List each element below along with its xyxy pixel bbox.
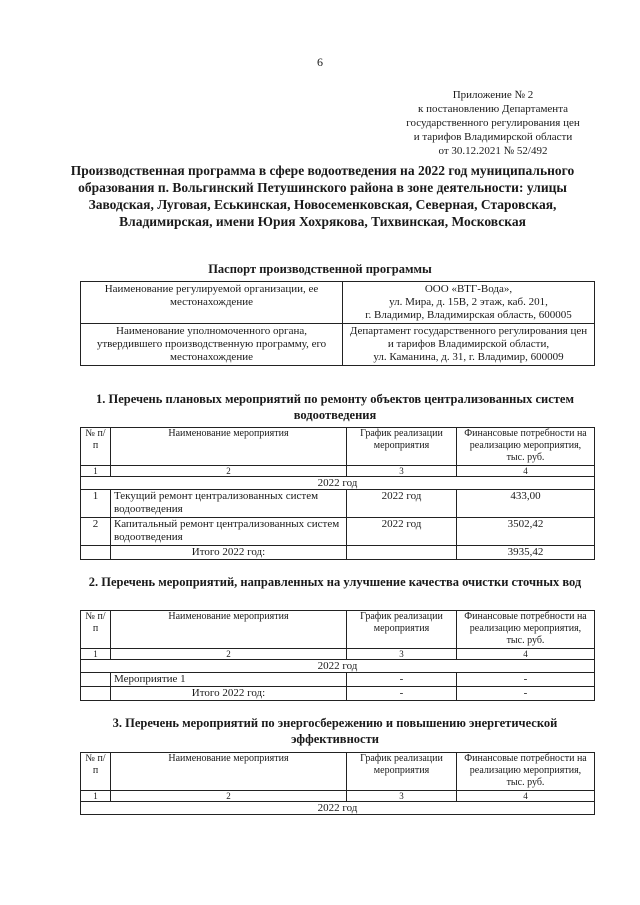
- col-number: 4: [457, 649, 595, 660]
- col-number: 4: [457, 466, 595, 477]
- total-label: Итого 2022 год:: [111, 546, 347, 560]
- col-number: 3: [347, 649, 457, 660]
- total-row: [81, 546, 595, 560]
- total-row: [81, 687, 595, 701]
- section3-table: [80, 752, 595, 815]
- appendix-line: государственного регулирования цен: [406, 117, 580, 129]
- col-number: 2: [111, 791, 347, 802]
- header-finance: Финансовые потребности на реализацию мероприятия, тыс. руб.: [457, 428, 595, 466]
- total-schedule: -: [347, 687, 457, 701]
- total-empty: [81, 546, 111, 560]
- row-name: Текущий ремонт централизованных систем водоотведения: [111, 490, 347, 518]
- row-finance: -: [457, 673, 595, 687]
- header-num: № п/п: [81, 611, 111, 649]
- column-number-row: [81, 466, 595, 477]
- row-num: 2: [81, 518, 111, 546]
- header-row: [81, 428, 595, 466]
- column-number-row: [81, 791, 595, 802]
- header-name: Наименование мероприятия: [111, 753, 347, 791]
- row-name: Капитальный ремонт централизованных систем водоотведения: [111, 518, 347, 546]
- table-row: [81, 518, 595, 546]
- passport-row: [81, 324, 595, 366]
- passport-value: [343, 282, 595, 324]
- appendix-header: [388, 88, 598, 158]
- col-number: 1: [81, 791, 111, 802]
- header-finance: Финансовые потребности на реализацию мероприятия, тыс. руб.: [457, 611, 595, 649]
- header-schedule: График реализации мероприятия: [347, 753, 457, 791]
- row-schedule: -: [347, 673, 457, 687]
- value-line: ул. Каманина, д. 31, г. Владимир, 600009: [373, 351, 564, 363]
- col-number: 1: [81, 649, 111, 660]
- passport-row: [81, 282, 595, 324]
- document-title: Производственная программа в сфере водоотведения на 2022 год муниципального образования п. Вольгинский Петушинского района в зоне деятельности: улицы Заводская, Луговая, Еськинская, Новосеменковская, Северная, Старовская, Владимирская, имени Юрия Хохрякова, Тихвинская, Московская: [70, 163, 575, 229]
- row-schedule: 2022 год: [347, 518, 457, 546]
- col-number: 3: [347, 466, 457, 477]
- col-number: 2: [111, 466, 347, 477]
- year-label: 2022 год: [81, 660, 595, 673]
- header-name: Наименование мероприятия: [111, 611, 347, 649]
- row-num: 1: [81, 490, 111, 518]
- header-schedule: График реализации мероприятия: [347, 428, 457, 466]
- col-number: 4: [457, 791, 595, 802]
- value-line: ул. Мира, д. 15В, 2 этаж, каб. 201,: [389, 296, 548, 308]
- header-schedule: График реализации мероприятия: [347, 611, 457, 649]
- appendix-line: к постановлению Департамента: [417, 103, 569, 115]
- header-row: [81, 611, 595, 649]
- year-label: 2022 год: [81, 802, 595, 815]
- year-row: [81, 477, 595, 490]
- section1-table: [80, 427, 595, 560]
- value-line: Департамент государственного регулирования цен и тарифов Владимирской области,: [349, 325, 588, 350]
- section2-table: [80, 610, 595, 701]
- section2-title: 2. Перечень мероприятий, направленных на улучшение качества очистки сточных вод: [88, 575, 582, 589]
- year-label: 2022 год: [81, 477, 595, 490]
- passport-title: Паспорт производственной программы: [208, 262, 432, 276]
- total-label: Итого 2022 год:: [111, 687, 347, 701]
- table-row: [81, 673, 595, 687]
- header-num: № п/п: [81, 428, 111, 466]
- year-row: [81, 660, 595, 673]
- row-name: Мероприятие 1: [111, 673, 347, 687]
- section3-title: 3. Перечень мероприятий по энергосбережению и повышению энергетической эффективности: [112, 716, 558, 746]
- page-number: 6: [317, 55, 323, 69]
- col-number: 2: [111, 649, 347, 660]
- value-line: ООО «ВТГ-Вода»,: [424, 283, 513, 295]
- section1-title: 1. Перечень плановых мероприятий по ремонту объектов централизованных систем водоотведения: [96, 392, 574, 422]
- table-row: [81, 490, 595, 518]
- total-empty: [81, 687, 111, 701]
- total-schedule: [347, 546, 457, 560]
- header-finance: Финансовые потребности на реализацию мероприятия, тыс. руб.: [457, 753, 595, 791]
- header-num: № п/п: [81, 753, 111, 791]
- passport-table: [80, 281, 595, 366]
- header-row: [81, 753, 595, 791]
- col-number: 3: [347, 791, 457, 802]
- row-schedule: 2022 год: [347, 490, 457, 518]
- passport-label: Наименование регулируемой организации, ее местонахождение: [81, 282, 343, 324]
- col-number: 1: [81, 466, 111, 477]
- appendix-line: от 30.12.2021 № 52/492: [438, 145, 548, 157]
- row-finance: 433,00: [457, 490, 595, 518]
- row-finance: 3502,42: [457, 518, 595, 546]
- row-num: [81, 673, 111, 687]
- appendix-line: и тарифов Владимирской области: [413, 131, 573, 143]
- year-row: [81, 802, 595, 815]
- header-name: Наименование мероприятия: [111, 428, 347, 466]
- total-value: -: [457, 687, 595, 701]
- passport-label: Наименование уполномоченного органа, утвердившего производственную программу, его местонахождение: [81, 324, 343, 366]
- value-line: г. Владимир, Владимирская область, 600005: [365, 309, 572, 321]
- total-value: 3935,42: [457, 546, 595, 560]
- appendix-line: Приложение № 2: [452, 89, 534, 101]
- passport-value: [343, 324, 595, 366]
- column-number-row: [81, 649, 595, 660]
